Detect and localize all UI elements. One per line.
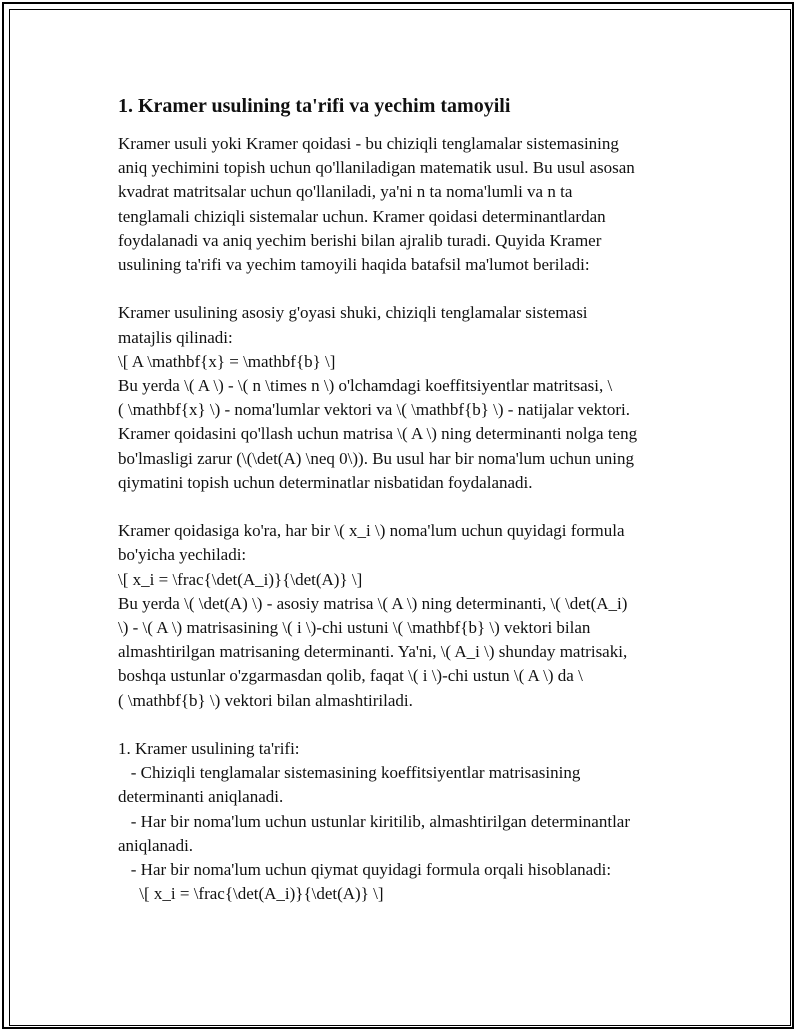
text-line: bo'yicha yechiladi: — [118, 545, 247, 565]
document-body — [118, 92, 698, 931]
paragraph — [118, 737, 698, 906]
paragraph — [118, 519, 698, 713]
text-line: qiymatini topish uchun determinatlar nisbatidan foydalanadi. — [118, 472, 533, 492]
text-line: Kramer usulining asosiy g'oyasi shuki, chiziqli tenglamalar sistemasi — [118, 303, 588, 323]
text-line: Kramer qoidasini qo'llash uchun matrisa \( A \) ning determinanti nolga teng — [118, 424, 638, 444]
text-line: Kramer usuli yoki Kramer qoidasi - bu chiziqli tenglamalar sistemasining — [118, 134, 619, 153]
paragraphs-container — [118, 132, 698, 906]
text-line: kvadrat matritsalar uchun qo'llaniladi, ya'ni n ta noma'lumli va n ta — [118, 182, 573, 202]
text-line: \[ A \mathbf{x} = \mathbf{b} \] — [118, 351, 336, 371]
text-line: - Har bir noma'lum uchun ustunlar kiritilib, almashtirilgan determinantlar — [118, 811, 630, 831]
text-line: ( \mathbf{b} \) vektori bilan almashtiriladi. — [118, 690, 413, 710]
text-line: bo'lmasligi zarur (\(\det(A) \neq 0\)). Bu usul har bir noma'lum uchun uning — [118, 448, 635, 468]
text-line: foydalanadi va aniq yechim berishi bilan ajralib turadi. Quyida Kramer — [118, 230, 602, 250]
text-line: \[ x_i = \frac{\det(A_i)}{\det(A)} \] — [118, 569, 363, 589]
text-line: boshqa ustunlar o'zgarmasdan qolib, faqat \( i \)-chi ustun \( A \) da \ — [118, 666, 583, 686]
text-line: \[ x_i = \frac{\det(A_i)}{\det(A)} \] — [118, 884, 384, 904]
text-line: - Chiziqli tenglamalar sistemasining koeffitsiyentlar matrisasining — [118, 763, 581, 783]
text-line: usulining ta'rifi va yechim tamoyili haqida batafsil ma'lumot beriladi: — [118, 255, 590, 275]
text-line: aniq yechimini topish uchun qo'llaniladigan matematik usul. Bu usul asosan — [118, 158, 635, 178]
text-line: matajlis qilinadi: — [118, 327, 233, 347]
text-line: Bu yerda \( A \) - \( n \times n \) o'lchamdagi koeffitsiyentlar matritsasi, \ — [118, 376, 613, 396]
text-line: almashtirilgan matrisaning determinanti. Ya'ni, \( A_i \) shunday matrisaki, — [118, 642, 628, 662]
text-line: aniqlanadi. — [118, 835, 194, 855]
text-line: - Har bir noma'lum uchun qiymat quyidagi formula orqali hisoblanadi: — [118, 860, 612, 880]
text-line: determinanti aniqlanadi. — [118, 787, 284, 807]
text-line: Kramer qoidasiga ko'ra, har bir \( x_i \) noma'lum uchun quyidagi formula — [118, 521, 625, 541]
section-title: 1. Kramer usulining ta'rifi va yechim tamoyili — [118, 95, 511, 117]
paragraph — [118, 132, 698, 277]
text-line: ( \mathbf{x} \) - noma'lumlar vektori va \( \mathbf{b} \) - natijalar vektori. — [118, 400, 631, 420]
text-line: tenglamali chiziqli sistemalar uchun. Kramer qoidasi determinantlardan — [118, 206, 606, 226]
text-line: 1. Kramer usulining ta'rifi: — [118, 739, 300, 759]
text-line: \) - \( A \) matrisasining \( i \)-chi ustuni \( \mathbf{b} \) vektori bilan — [118, 618, 591, 638]
text-line: Bu yerda \( \det(A) \) - asosiy matrisa \( A \) ning determinanti, \( \det(A_i) — [118, 593, 628, 613]
paragraph — [118, 301, 698, 495]
